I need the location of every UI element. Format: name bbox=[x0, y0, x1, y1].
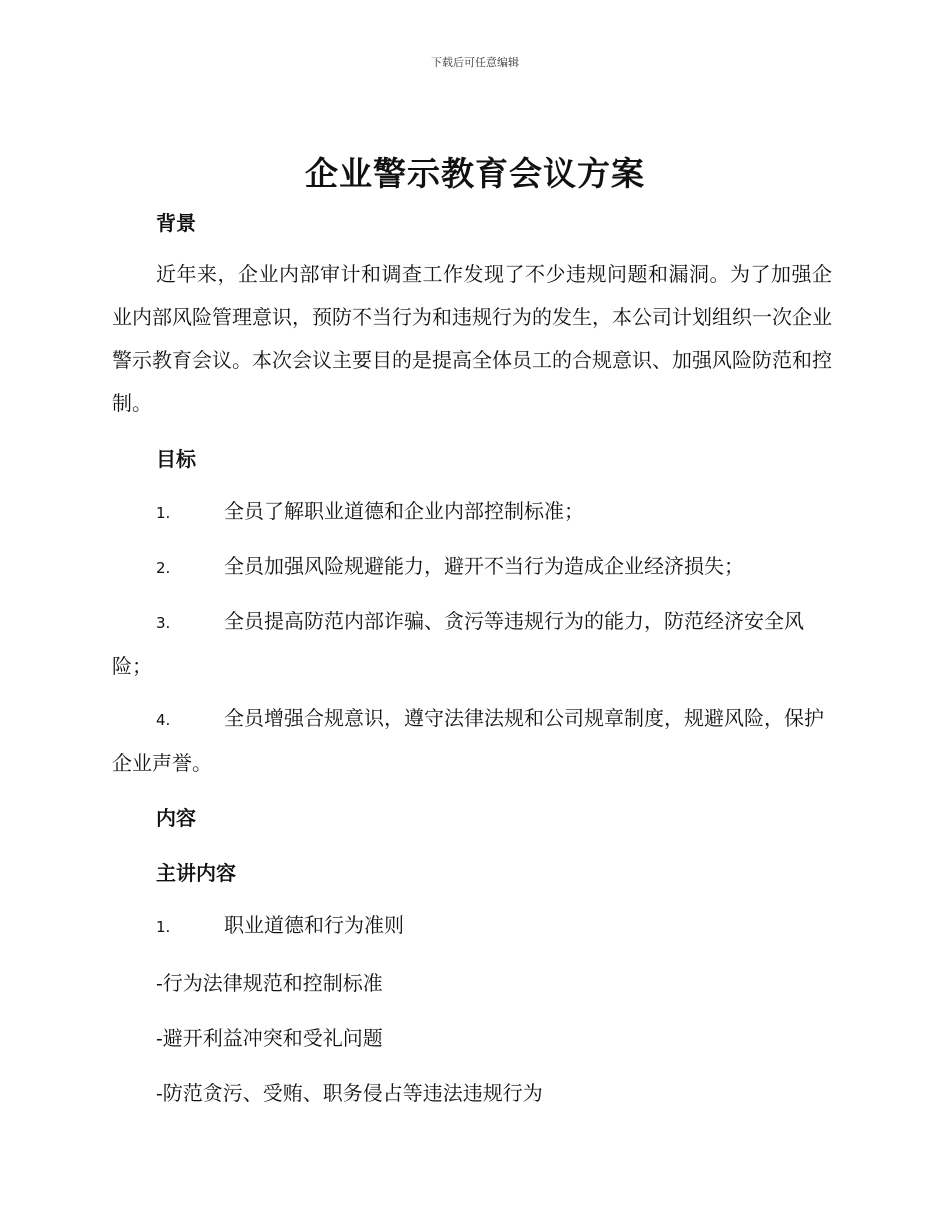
background-paragraph: 近年来，企业内部审计和调查工作发现了不少违规问题和漏洞。为了加强企业内部风险管理意识，预防不当行为和违规行为的发生，本公司计划组织一次企业警示教育会议。本次会议主要目的是提高全体员工的合规意识、加强风险防范和控制。 bbox=[112, 262, 832, 415]
goal-item-text: 全员了解职业道德和企业内部控制标准； bbox=[224, 499, 584, 523]
goal-item-number: 4. bbox=[156, 711, 171, 729]
goal-item bbox=[112, 600, 832, 688]
goal-item-number: 2. bbox=[156, 559, 171, 577]
goal-item-number: 3. bbox=[156, 614, 171, 632]
bullet-item: -避开利益冲突和受礼问题 bbox=[156, 1026, 383, 1050]
header-note: 下载后可任意编辑 bbox=[431, 56, 519, 69]
section-heading-goals: 目标 bbox=[156, 447, 196, 471]
content-item-number: 1. bbox=[156, 918, 171, 936]
bullet-item: -行为法律规范和控制标准 bbox=[156, 971, 383, 995]
goal-item-number: 1. bbox=[156, 504, 171, 522]
goal-item bbox=[112, 490, 832, 535]
goal-item-text: 全员加强风险规避能力，避开不当行为造成企业经济损失； bbox=[224, 554, 744, 578]
goal-item-text: 全员增强合规意识，遵守法律法规和公司规章制度，规避风险，保护企业声誉。 bbox=[112, 706, 824, 775]
section-heading-background: 背景 bbox=[156, 211, 196, 235]
section-heading-content: 内容 bbox=[156, 806, 196, 830]
content-item bbox=[112, 904, 832, 949]
subheading-main-content: 主讲内容 bbox=[156, 861, 236, 885]
goal-item-text: 全员提高防范内部诈骗、贪污等违规行为的能力，防范经济安全风险； bbox=[112, 609, 804, 678]
goal-item bbox=[112, 545, 832, 590]
bullet-item: -防范贪污、受贿、职务侵占等违法违规行为 bbox=[156, 1081, 543, 1105]
document-title: 企业警示教育会议方案 bbox=[305, 154, 645, 193]
content-item-text: 职业道德和行为准则 bbox=[224, 913, 404, 937]
goal-item bbox=[112, 697, 832, 785]
